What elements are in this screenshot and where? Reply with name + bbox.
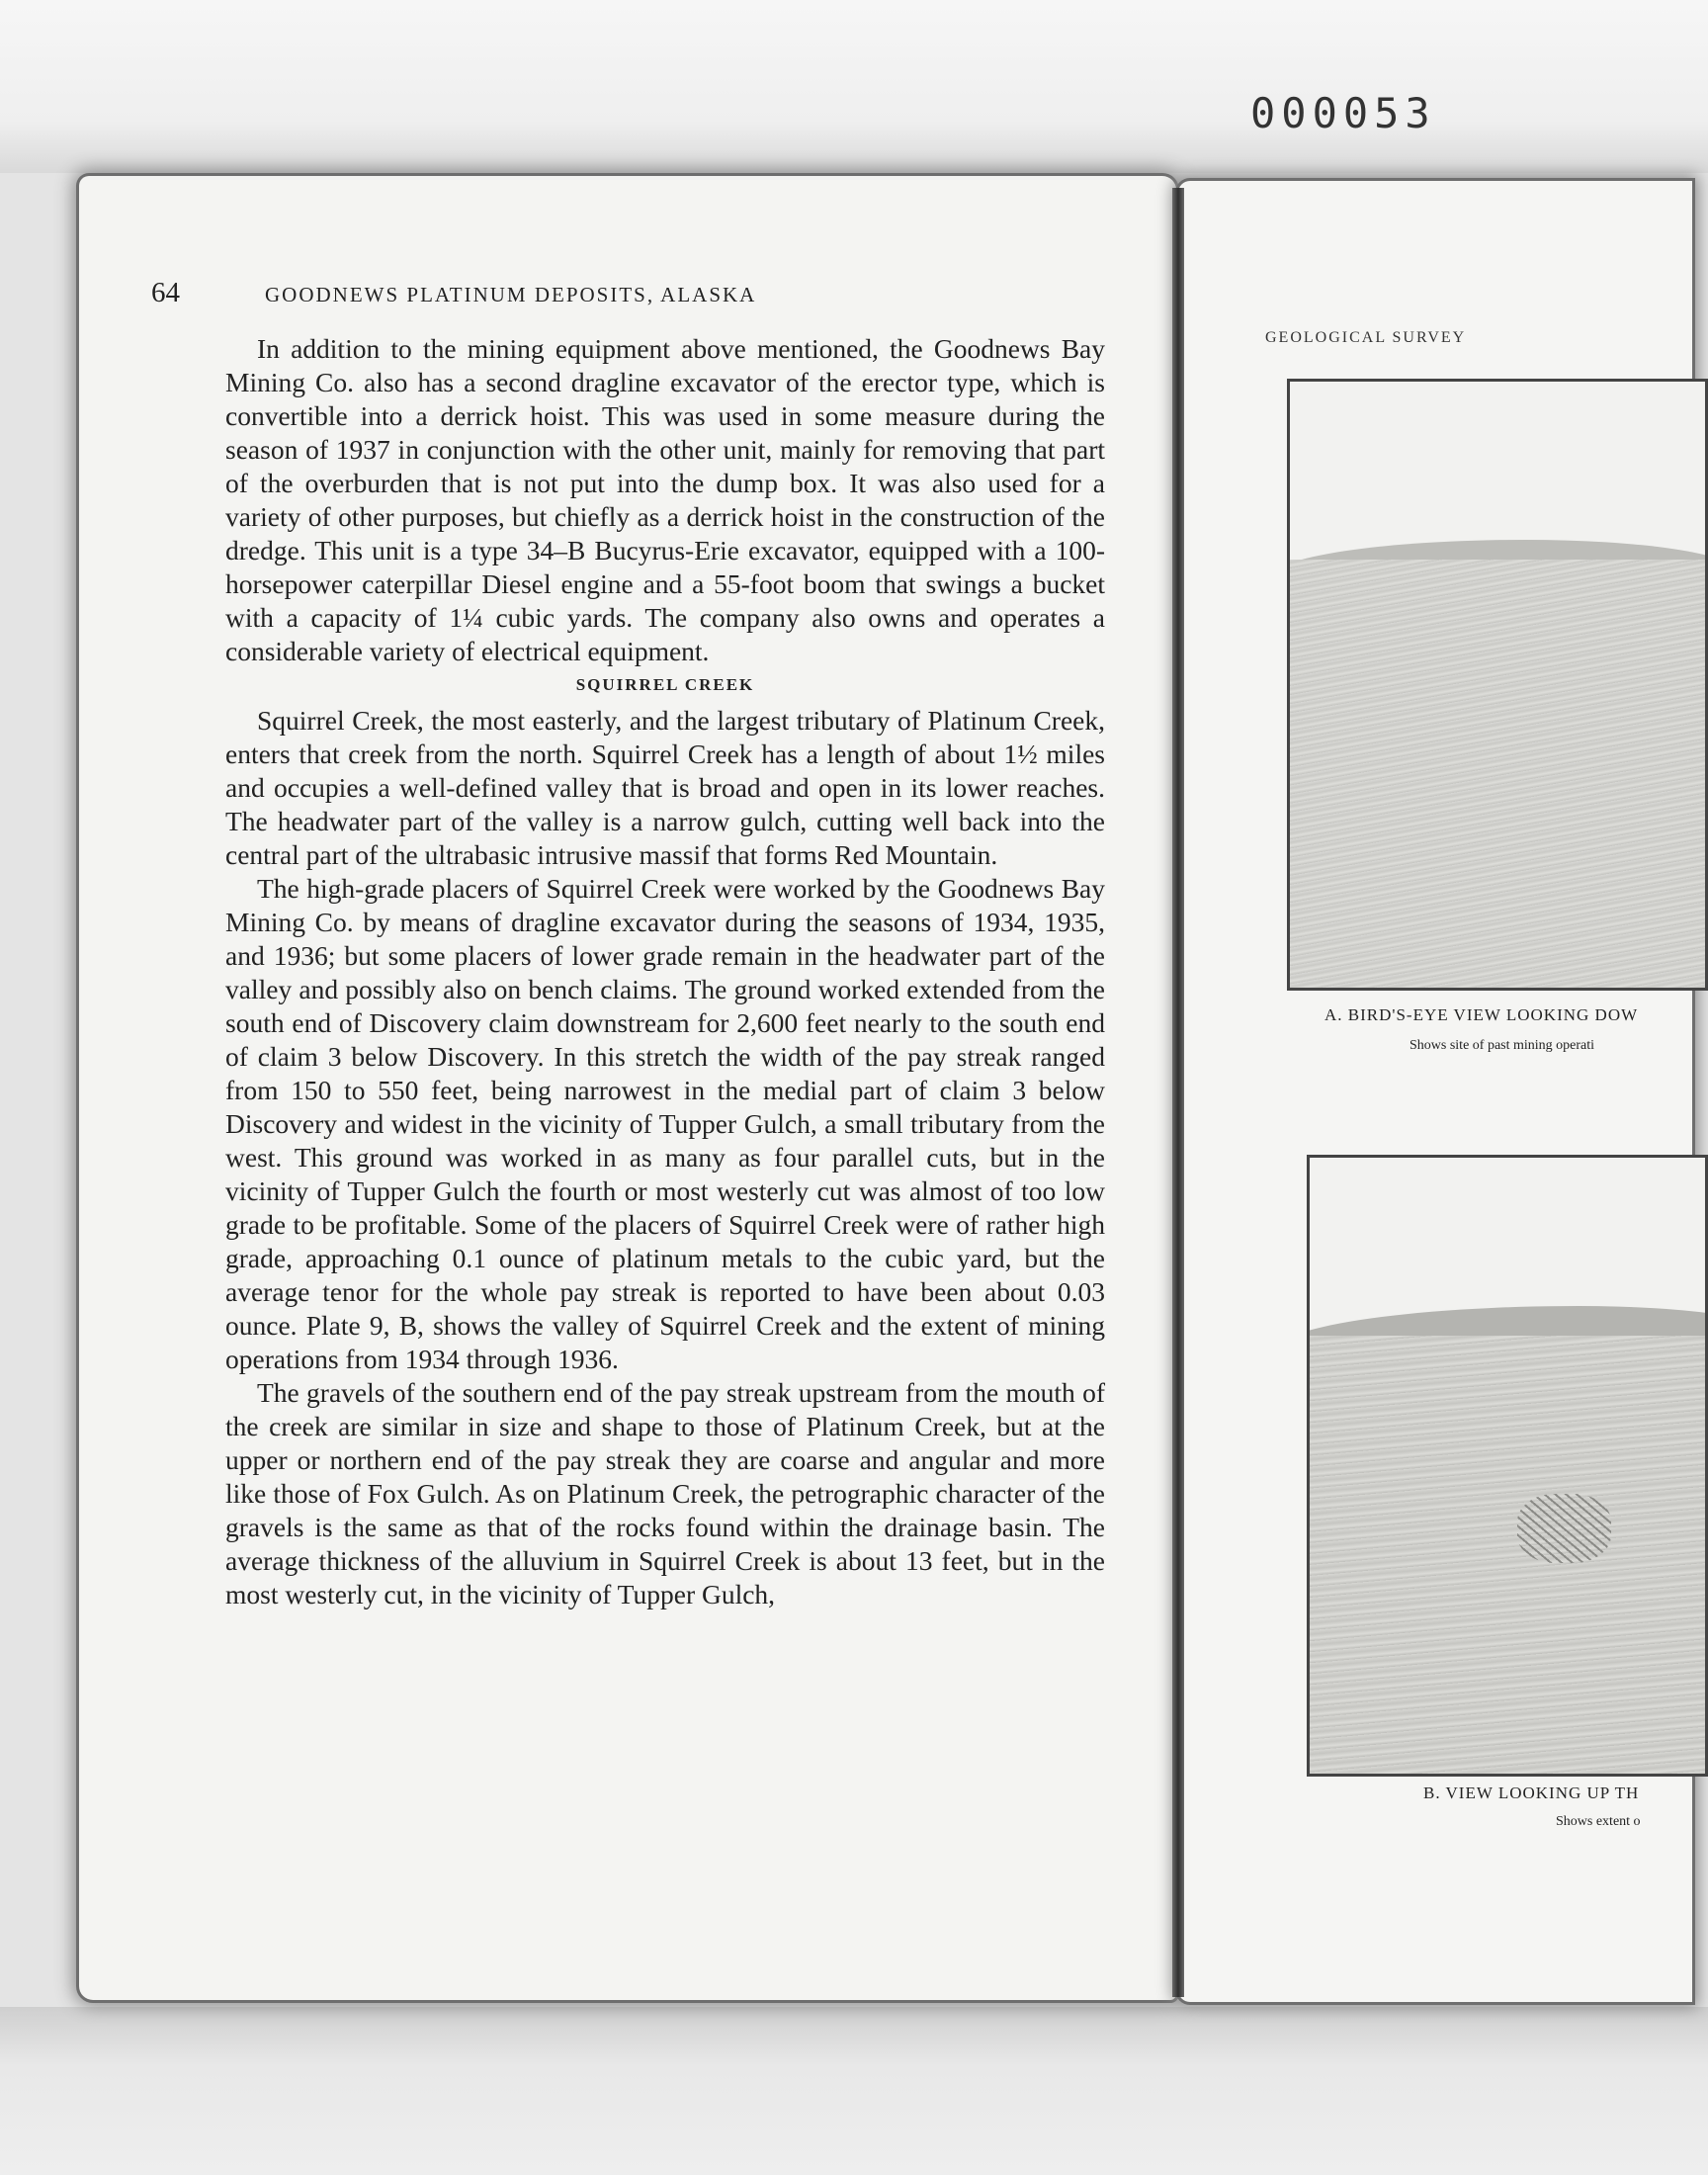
paragraph-placers: The high-grade placers of Squirrel Creek were worked by the Goodnews Bay Mining Co. by means of dragline excavator during the seasons of 1934, 1935, and 1936; but some placers of lower grade remain in the headwater part of the valley and possibly also on bench claims. The ground worked extended from the south end of Discovery claim downstream for 2,600 feet nearly to the south end of claim 3 below Discovery. In this stretch the width of the pay streak ranged from 150 to 550 feet, being narrowest in the medial part of claim 3 below Discovery and widest in the vicinity of Tupper Gulch, a small tributary from the west. This ground was worked in as many as four parallel cuts, but in the vicinity of Tupper Gulch the fourth or most westerly cut was almost of too low grade to be profitable. Some of the placers of Squirrel Creek were of rather high grade, approaching 0.1 ounce of platinum metals to the cubic yard, but the average tenor for the whole pay streak is reported to have been about 0.03 ounce. Plate 9, B, shows the valley of Squirrel Creek and the extent of mining operations from 1934 through 1936. — [225, 873, 1105, 1374]
scan-background-top — [0, 0, 1708, 173]
paragraph-equipment: In addition to the mining equipment above mentioned, the Goodnews Bay Mining Co. also has a second dragline excavator of the erector type, which is convertible into a derrick hoist. This was used in some measure during the season of 1937 in conjunction with the other unit, mainly for removing that part of the overburden that is not put into the dump box. It was also used for a variety of other purposes, but chiefly as a derrick hoist in the construction of the dredge. This unit is a type 34–B Bucyrus-Erie excavator, equipped with a 100-horsepower caterpillar Diesel engine and a 55-foot boom that swings a bucket with a capacity of 1¼ cubic yards. The company also owns and operates a considerable variety of electrical equipment. — [225, 333, 1105, 666]
photo-b-mining-workings — [1517, 1494, 1611, 1563]
running-head — [151, 277, 962, 316]
photo-b-valley-view — [1307, 1155, 1708, 1777]
section-heading: SQUIRREL CREEK — [575, 675, 755, 694]
photo-b-terrain — [1310, 1336, 1705, 1777]
photo-a-terrain — [1290, 560, 1705, 991]
running-head-title: GOODNEWS PLATINUM DEPOSITS, ALASKA — [265, 283, 757, 306]
photo-a-caption: A. BIRD'S-EYE VIEW LOOKING DOW — [1324, 1005, 1639, 1024]
document-id-stamp: 000053 — [1250, 89, 1436, 137]
page-number: 64 — [151, 277, 180, 308]
photo-a-birds-eye-view — [1287, 379, 1708, 991]
scan-background-bottom — [0, 2007, 1708, 2175]
book-gutter — [1172, 188, 1184, 1997]
paragraph-squirrel-creek-intro: Squirrel Creek, the most easterly, and the largest tributary of Platinum Creek, enters that creek from the north. Squirrel Creek has a length of about 1½ miles and occupies a well-defined valley that is broad and open in its lower reaches. The headwater part of the valley is a narrow gulch, cutting well back into the central part of the ultrabasic intrusive massif that forms Red Mountain. — [225, 705, 1105, 870]
plate-header: GEOLOGICAL SURVEY — [1265, 329, 1467, 346]
body-text — [225, 332, 1105, 1860]
paragraph-gravels: The gravels of the southern end of the pay streak upstream from the mouth of the creek are similar in size and shape to those of Platinum Creek, but at the upper or northern end of the pay streak they are coarse and angular and more like those of Fox Gulch. As on Platinum Creek, the petrographic character of the gravels is the same as that of the rocks found within the drainage basin. The average thickness of the alluvium in Squirrel Creek is about 13 feet, but in the most westerly cut, in the vicinity of Tupper Gulch, — [225, 1377, 1105, 1610]
photo-b-subcaption: Shows extent o — [1556, 1814, 1641, 1829]
photo-b-caption: B. VIEW LOOKING UP TH — [1423, 1784, 1640, 1802]
photo-a-subcaption: Shows site of past mining operati — [1409, 1038, 1595, 1053]
